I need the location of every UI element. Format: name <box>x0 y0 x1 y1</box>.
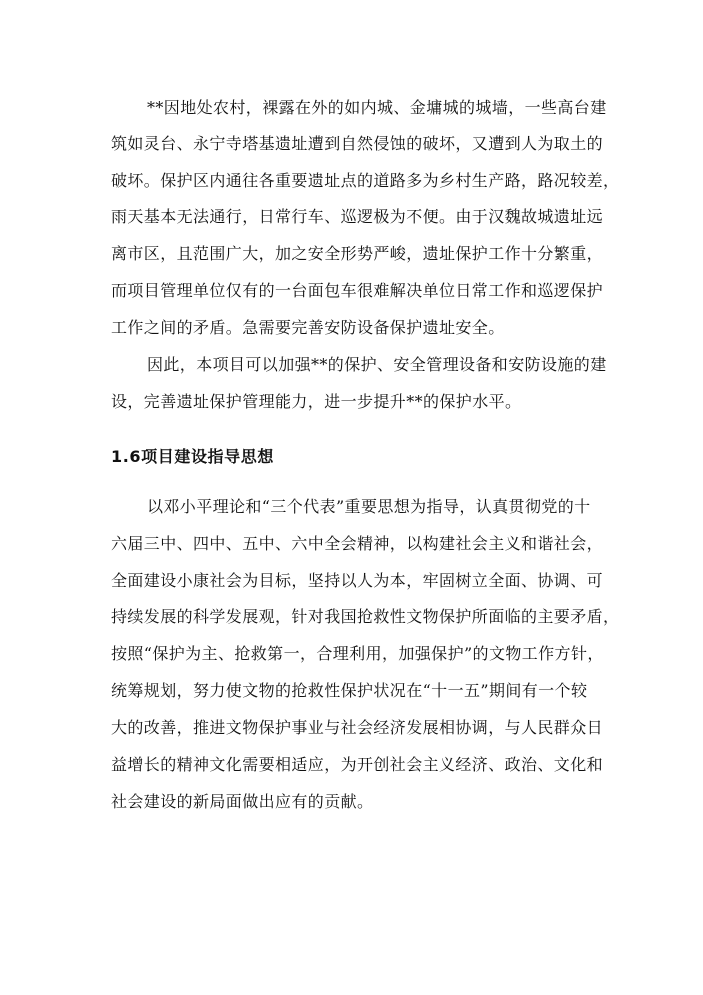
paragraph-3-line-2: 六届三中、四中、五中、六中全会精神，以构建社会主义和谐社会， <box>111 534 604 553</box>
paragraph-1-line-5: 离市区，且范围广大，加之安全形势严峻，遗址保护工作十分繁重， <box>111 244 604 263</box>
paragraph-3-line-1: 以邓小平理论和“三个代表”重要思想为指导，认真贯彻党的十 <box>147 497 591 516</box>
paragraph-1-line-7: 工作之间的矛盾。急需要完善安防设备保护遗址安全。 <box>111 318 505 337</box>
paragraph-1-line-2: 筑如灵台、永宁寺塔基遗址遭到自然侵蚀的破坏，又遭到人为取土的 <box>111 134 604 153</box>
section-heading: 1.6项目建设指导思想 <box>111 447 274 466</box>
paragraph-3-line-3: 全面建设小康社会为目标，坚持以人为本，牢固树立全面、协调、可 <box>111 571 604 590</box>
paragraph-2-line-2: 设，完善遗址保护管理能力，进一步提升**的保护水平。 <box>111 392 522 411</box>
paragraph-3-line-9: 社会建设的新局面做出应有的贡献。 <box>111 792 374 811</box>
paragraph-3-line-7: 大的改善，推进文物保护事业与社会经济发展相协调，与人民群众日 <box>111 718 604 737</box>
paragraph-3-line-8: 益增长的精神文化需要相适应，为开创社会主义经济、政治、文化和 <box>111 755 604 774</box>
paragraph-1-line-1: **因地处农村，裸露在外的如内城、金墉城的城墙，一些高台建 <box>147 98 607 117</box>
paragraph-3-line-5: 按照“保护为主、抢救第一，合理利用，加强保护”的文物工作方针， <box>111 644 604 663</box>
paragraph-2-line-1: 因此，本项目可以加强**的保护、安全管理设备和安防设施的建 <box>147 355 607 374</box>
paragraph-1-line-3: 破坏。保护区内通往各重要遗址点的道路多为乡村生产路，路况较差， <box>111 171 620 190</box>
paragraph-1-line-6: 而项目管理单位仅有的一台面包车很难解决单位日常工作和巡逻保护 <box>111 281 604 300</box>
paragraph-3-line-4: 持续发展的科学发展观，针对我国抢救性文物保护所面临的主要矛盾， <box>111 607 620 626</box>
paragraph-3-line-6: 统筹规划，努力使文物的抢救性保护状况在“十一五”期间有一个较 <box>111 681 588 700</box>
paragraph-1-line-4: 雨天基本无法通行，日常行车、巡逻极为不便。由于汉魏故城遗址远 <box>111 207 604 226</box>
